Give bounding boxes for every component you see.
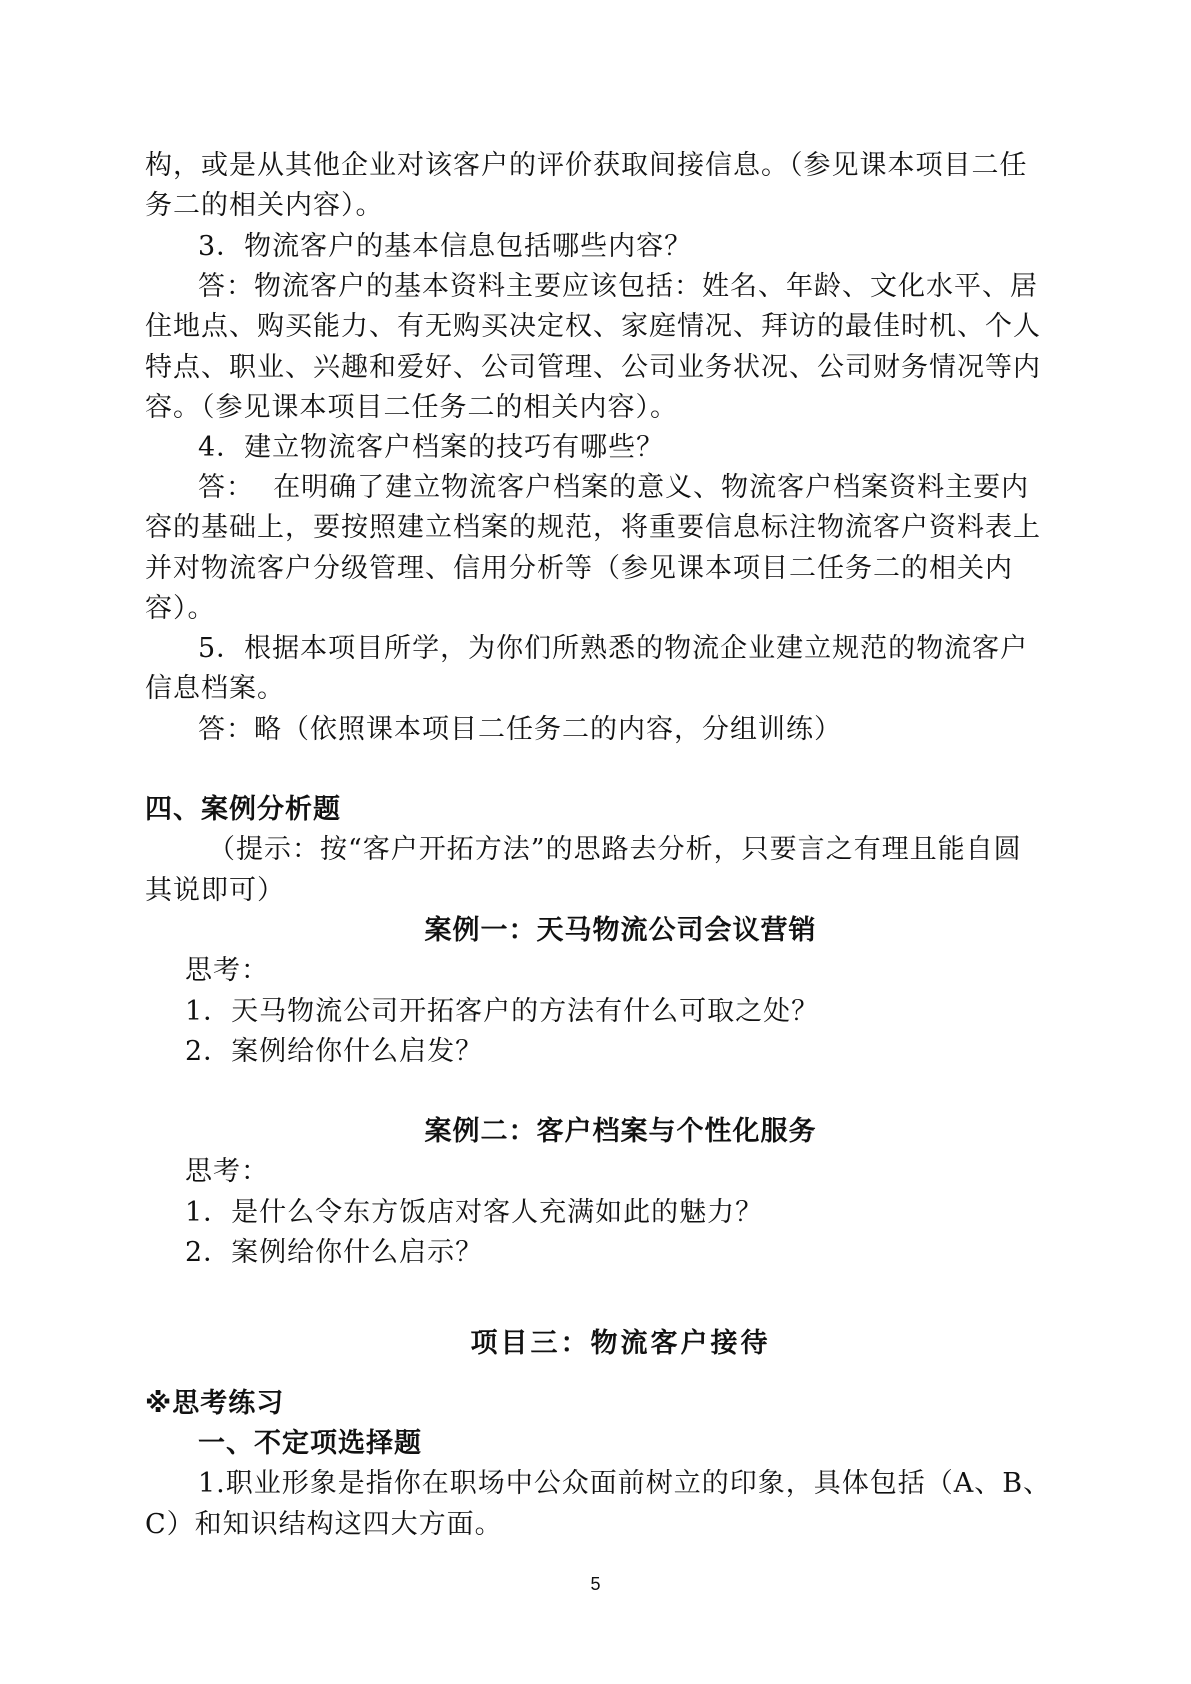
think-label: 思考： bbox=[185, 955, 269, 986]
answer-3-line: 特点、职业、兴趣和爱好、公司管理、公司业务状况、公司财务情况等内 bbox=[145, 352, 1041, 383]
case-2-question-1: 1．是什么令东方饭店对客人充满如此的魅力？ bbox=[185, 1197, 764, 1228]
case-2-question-2: 2．案例给你什么启示？ bbox=[185, 1237, 484, 1268]
question-5-line: 信息档案。 bbox=[145, 673, 285, 704]
hint-line: 其说即可） bbox=[145, 875, 285, 906]
case-2-title: 案例二：客户档案与个性化服务 bbox=[424, 1116, 817, 1147]
project-3-title: 项目三：物流客户接待 bbox=[470, 1328, 771, 1359]
think-label: 思考： bbox=[185, 1156, 269, 1187]
subsection-heading-multiple-choice: 一、不定项选择题 bbox=[198, 1428, 422, 1459]
answer-3-line: 住地点、购买能力、有无购买决定权、家庭情况、拜访的最佳时机、个人 bbox=[145, 311, 1041, 342]
paragraph-line: 构，或是从其他企业对该客户的评价获取间接信息。（参见课本项目二任 bbox=[145, 150, 1028, 181]
answer-4-line: 答： 在明确了建立物流客户档案的意义、物流客户档案资料主要内 bbox=[198, 472, 1030, 503]
case-1-question-2: 2．案例给你什么启发？ bbox=[185, 1036, 484, 1067]
section-heading-case-analysis: 四、案例分析题 bbox=[145, 794, 341, 825]
answer-4-line: 容的基础上，要按照建立档案的规范，将重要信息标注物流客户资料表上 bbox=[145, 512, 1041, 543]
mc-question-1-line: C）和知识结构这四大方面。 bbox=[145, 1509, 503, 1540]
answer-3-line: 容。（参见课本项目二任务二的相关内容）。 bbox=[145, 392, 678, 423]
case-1-title: 案例一：天马物流公司会议营销 bbox=[424, 915, 817, 946]
paragraph-line: 务二的相关内容）。 bbox=[145, 190, 384, 221]
answer-4-line: 容）。 bbox=[145, 593, 216, 624]
mc-question-1-line: 1.职业形象是指你在职场中公众面前树立的印象，具体包括（A、B、 bbox=[198, 1468, 1052, 1499]
answer-5: 答：略（依照课本项目二任务二的内容，分组训练） bbox=[198, 714, 842, 745]
question-5: 5．根据本项目所学，为你们所熟悉的物流企业建立规范的物流客户 bbox=[198, 633, 1029, 664]
answer-4-line: 并对物流客户分级管理、信用分析等（参见课本项目二任务二的相关内 bbox=[145, 553, 1013, 584]
question-4: 4．建立物流客户档案的技巧有哪些？ bbox=[198, 432, 665, 463]
case-1-question-1: 1．天马物流公司开拓客户的方法有什么可取之处？ bbox=[185, 996, 820, 1027]
answer-3-line: 答：物流客户的基本资料主要应该包括：姓名、年龄、文化水平、居 bbox=[198, 271, 1038, 302]
question-3: 3．物流客户的基本信息包括哪些内容？ bbox=[198, 231, 693, 262]
hint-line: （提示：按“客户开拓方法”的思路去分析，只要言之有理且能自圆 bbox=[208, 834, 1022, 865]
section-heading-thinking-exercises: ※思考练习 bbox=[145, 1388, 285, 1419]
page-number: 5 bbox=[590, 1574, 601, 1594]
